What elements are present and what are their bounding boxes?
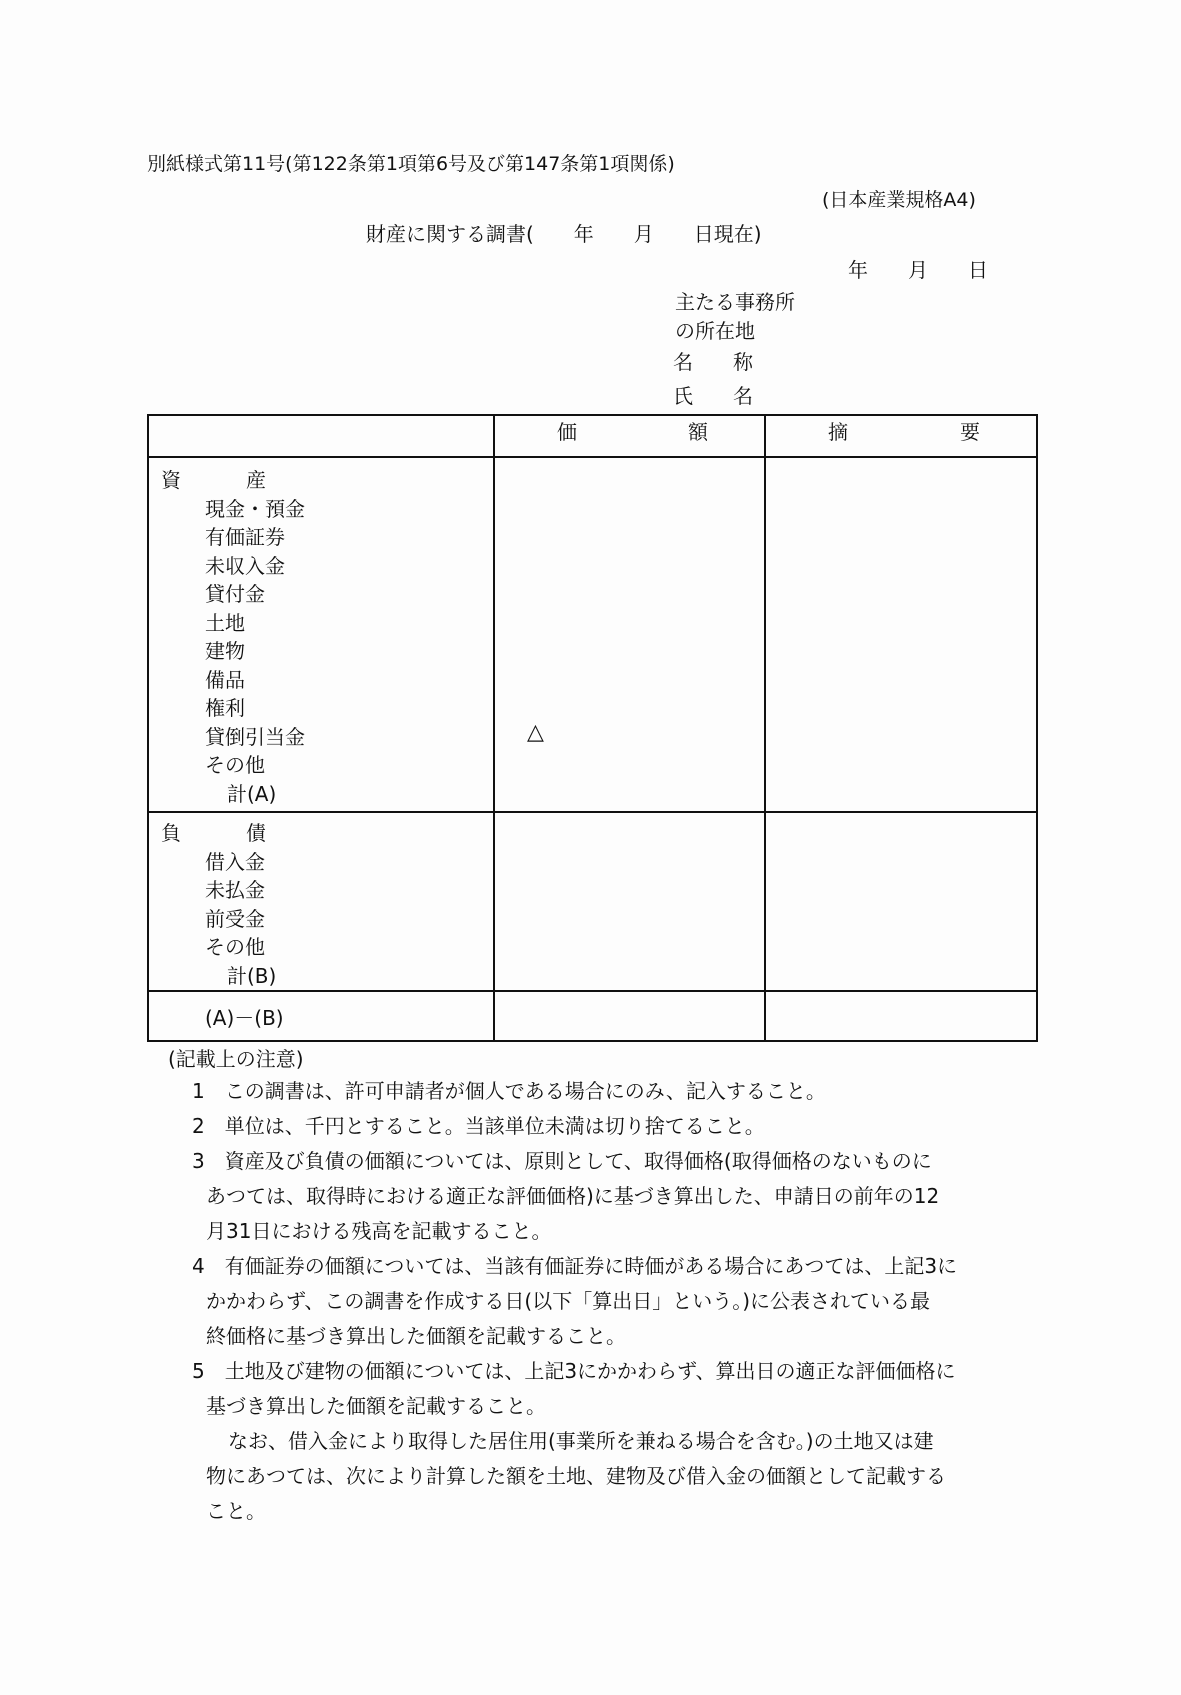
entity-name-label: 名 称: [673, 350, 753, 374]
note-line: 基づき算出した価額を記載すること。: [206, 1394, 546, 1418]
liability-item: その他: [205, 935, 265, 959]
note-line: 5 土地及び建物の価額については、上記3にかかわらず、算出日の適正な評価価格に: [192, 1359, 956, 1383]
note-line: こと。: [206, 1499, 266, 1523]
header-summary-cell: [765, 415, 1037, 457]
liability-item: 未払金: [205, 878, 265, 902]
note-line: 1 この調書は、許可申請者が個人である場合にのみ、記入すること。: [192, 1079, 826, 1103]
header-value-cell: [494, 415, 765, 457]
asset-item: 貸倒引当金: [205, 724, 305, 749]
asset-item: 現金・預金: [205, 496, 305, 521]
property-table: [147, 414, 1038, 1042]
note-line: あつては、取得時における適正な評価価格)に基づき算出した、申請日の前年の12: [206, 1184, 940, 1208]
assets-value-cell: [494, 457, 765, 812]
net-assets-label-cell: [148, 991, 494, 1041]
asset-item: 土地: [205, 610, 245, 635]
liability-item: 借入金: [205, 849, 265, 874]
assets-total-label: 計(A): [227, 781, 277, 806]
header-summary-char-1: 摘: [828, 420, 848, 444]
assets-section-row: [148, 457, 1037, 812]
note-line: 3 資産及び負債の価額については、原則として、取得価格(取得価格のないものに: [192, 1149, 932, 1173]
form-reference: 別紙様式第11号(第122条第1項第6号及び第147条第1項関係): [147, 153, 675, 175]
liabilities-section-row: [148, 812, 1037, 991]
liabilities-category-char-1: 負: [161, 821, 181, 845]
note-line: 終価格に基づき算出した価額を記載すること。: [206, 1324, 626, 1348]
liabilities-category: [161, 819, 266, 848]
asset-item: 有価証券: [205, 525, 285, 549]
liabilities-category-char-2: 債: [246, 821, 266, 845]
liabilities-summary-cell: [765, 812, 1037, 991]
office-address-label-2: の所在地: [675, 319, 755, 343]
note-line: なお、借入金により取得した居住用(事業所を兼ねる場合を含む。)の土地又は建: [228, 1429, 934, 1453]
asset-item: 貸付金: [205, 582, 265, 606]
net-assets-label: (A)－(B): [205, 1005, 284, 1030]
note-line: 月31日における残高を記載すること。: [206, 1219, 552, 1243]
liabilities-value-cell: [494, 812, 765, 991]
note-line: 4 有価証券の価額については、当該有価証券に時価がある場合にあつては、上記3に: [192, 1254, 958, 1278]
asset-item: 未収入金: [205, 553, 285, 578]
document-title: 財産に関する調書( 年 月 日現在): [366, 222, 762, 246]
liabilities-total-label: 計(B): [227, 963, 277, 988]
asset-item: その他: [205, 753, 265, 777]
assets-items-cell: [148, 457, 494, 812]
note-line: 物にあつては、次により計算した額を土地、建物及び借入金の価額として記載する: [206, 1464, 946, 1488]
header-value-char-1: 価: [557, 420, 577, 444]
net-assets-summary-cell: [765, 991, 1037, 1041]
notes-section: [168, 1044, 1028, 1529]
paper-size-note: (日本産業規格A4): [822, 189, 976, 211]
submission-date: 年 月 日: [848, 258, 988, 282]
note-line: かかわらず、この調書を作成する日(以下「算出日」という。)に公表されている最: [206, 1289, 931, 1313]
asset-item: 建物: [205, 639, 245, 663]
assets-category-char-1: 資: [161, 468, 181, 492]
triangle-minus-icon: △: [527, 720, 544, 745]
asset-item: 備品: [205, 667, 245, 692]
note-line: 2 単位は、千円とすること。当該単位未満は切り捨てること。: [192, 1114, 765, 1138]
net-assets-value-cell: [494, 991, 765, 1041]
assets-summary-cell: [765, 457, 1037, 812]
header-value-char-2: 額: [688, 420, 708, 444]
net-assets-row: [148, 991, 1037, 1041]
header-summary-char-2: 要: [960, 420, 980, 444]
assets-category: [161, 466, 266, 495]
liabilities-items-cell: [148, 812, 494, 991]
assets-category-char-2: 産: [246, 468, 266, 492]
person-name-label: 氏 名: [673, 384, 753, 408]
office-address-label-1: 主たる事務所: [675, 290, 795, 314]
table-header-row: [148, 415, 1037, 457]
header-item-cell: [148, 415, 494, 457]
notes-heading: (記載上の注意): [168, 1047, 304, 1071]
asset-item: 権利: [205, 696, 245, 720]
liability-item: 前受金: [205, 906, 265, 931]
